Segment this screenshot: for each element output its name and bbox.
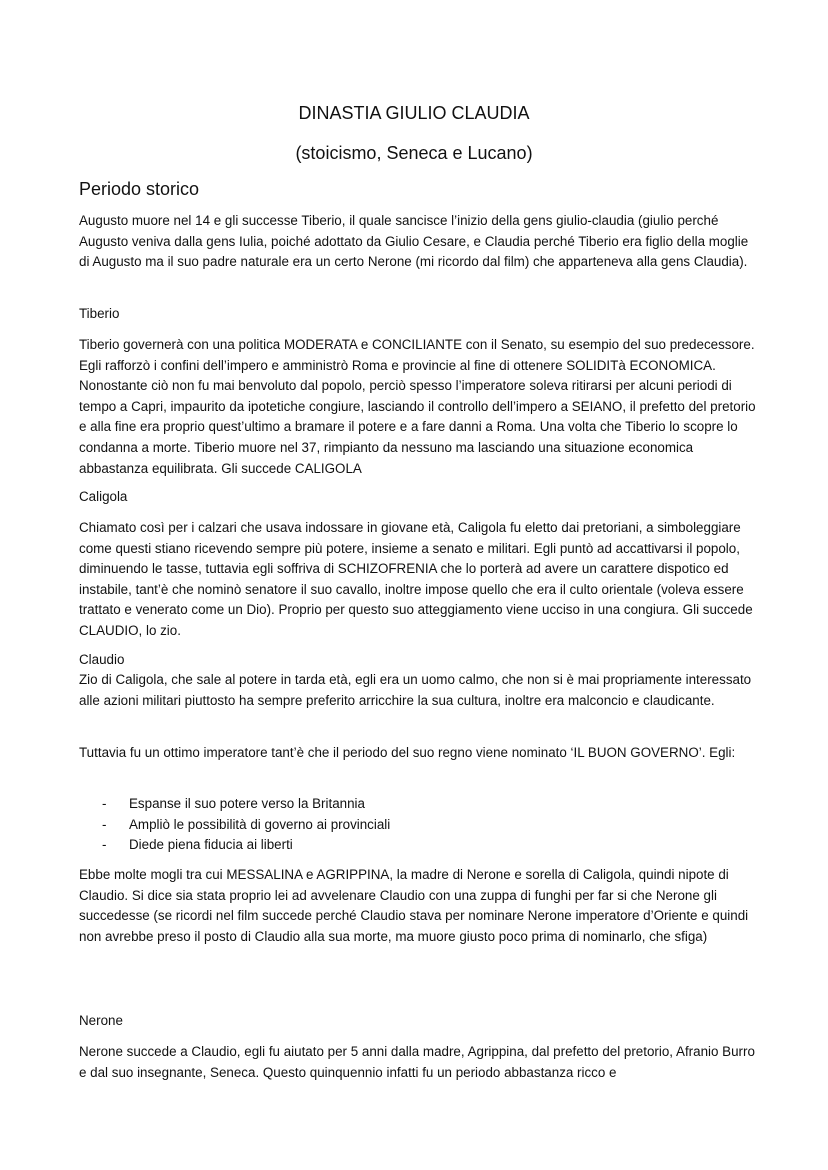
claudio-achievements-list — [102, 794, 390, 856]
caligola-paragraph: Chiamato così per i calzari che usava indossare in giovane età, Caligola fu eletto dai pretoriani, a simboleggiare come questi stiano ricevendo sempre più potere, insieme a senato e militari. Egli puntò ad accattivarsi il popolo, diminuendo le tasse, tuttavia egli soffriva di SCHIZOFRENIA che lo porterà ad avere un carattere dispotico ed instabile, tant’è che nominò senatore il suo cavallo, inoltre impose quello che era il culto orientale (voleva essere trattato e venerato come un Dio). Proprio per questo suo atteggiamento viene ucciso in una congiura. Gli succede CLAUDIO, lo zio. — [79, 520, 753, 638]
tiberio-heading: Tiberio — [79, 306, 120, 321]
document-subtitle: (stoicismo, Seneca e Lucano) — [295, 143, 533, 163]
intro-paragraph: Augusto muore nel 14 e gli successe Tiberio, il quale sancisce l’inizio della gens giulio-claudia (giulio perché Augusto veniva dalla gens Iulia, poiché adottato da Giulio Cesare, e Claudia perché Tiberio era figlio della moglie di Augusto ma il suo padre naturale era un certo Nerone (mi ricordo dal film) che apparteneva alla gens Claudia). — [79, 213, 749, 270]
list-item: - Diede piena fiducia ai liberti — [102, 835, 390, 856]
section-heading: Periodo storico — [79, 179, 200, 199]
caligola-heading: Caligola — [79, 489, 128, 504]
claudio-paragraph-3: Ebbe molte mogli tra cui MESSALINA e AGRIPPINA, la madre di Nerone e sorella di Caligola, quindi nipote di Claudio. Si dice sia stata proprio lei ad avvelenare Claudio con una zuppa di funghi per far si che Nerone gli succedesse (se ricordi nel film succede perché Claudio stava per nominare Nerone imperatore d’Oriente e quindi non avrebbe preso il posto di Claudio alla sua morte, ma muore giusto poco prima di nominarlo, che sfiga) — [79, 867, 749, 944]
claudio-heading: Claudio — [79, 652, 125, 667]
document-title: DINASTIA GIULIO CLAUDIA — [298, 103, 530, 123]
list-dash: - — [102, 796, 107, 811]
claudio-paragraph: Zio di Caligola, che sale al potere in tarda età, egli era un uomo calmo, che non si è mai propriamente interessato alle azioni militari piuttosto ha sempre preferito arricchire la sua cultura, inoltre era malconcio e claudicante. — [79, 672, 752, 708]
list-item: - Espanse il suo potere verso la Britannia — [102, 794, 390, 815]
claudio-paragraph-2: Tuttavia fu un ottimo imperatore tant’è che il periodo del suo regno viene nominato ‘IL BUON GOVERNO’. Egli: — [79, 745, 736, 760]
list-item: - Ampliò le possibilità di governo ai provinciali — [102, 815, 390, 836]
tiberio-paragraph: Tiberio governerà con una politica MODERATA e CONCILIANTE con il Senato, su esempio del suo predecessore. Egli rafforzò i confini dell’impero e amministrò Roma e provincie al fine di ottenere SOLIDITà ECONOMICA. Nonostante ciò non fu mai benvoluto dal popolo, perciò spesso l’imperatore soleva ritirarsi per alcuni periodi di tempo a Capri, impaurito da ipotetiche congiure, lasciando il controllo dell’impero a SEIANO, il prefetto del pretorio e alla fine era proprio quest’ultimo a bramare il potere e a fare danni a Roma. Una volta che Tiberio lo scopre lo condanna a morte. Tiberio muore nel 37, rimpianto da nessuno ma lasciando una situazione economica abbastanza equilibrata. Gli succede CALIGOLA — [79, 337, 756, 476]
nerone-paragraph: Nerone succede a Claudio, egli fu aiutato per 5 anni dalla madre, Agrippina, dal prefetto del pretorio, Afranio Burro e dal suo insegnante, Seneca. Questo quinquennio infatti fu un periodo abbastanza ricco e — [79, 1044, 755, 1080]
nerone-heading: Nerone — [79, 1013, 123, 1028]
list-dash: - — [102, 837, 107, 853]
list-dash: - — [102, 816, 107, 832]
